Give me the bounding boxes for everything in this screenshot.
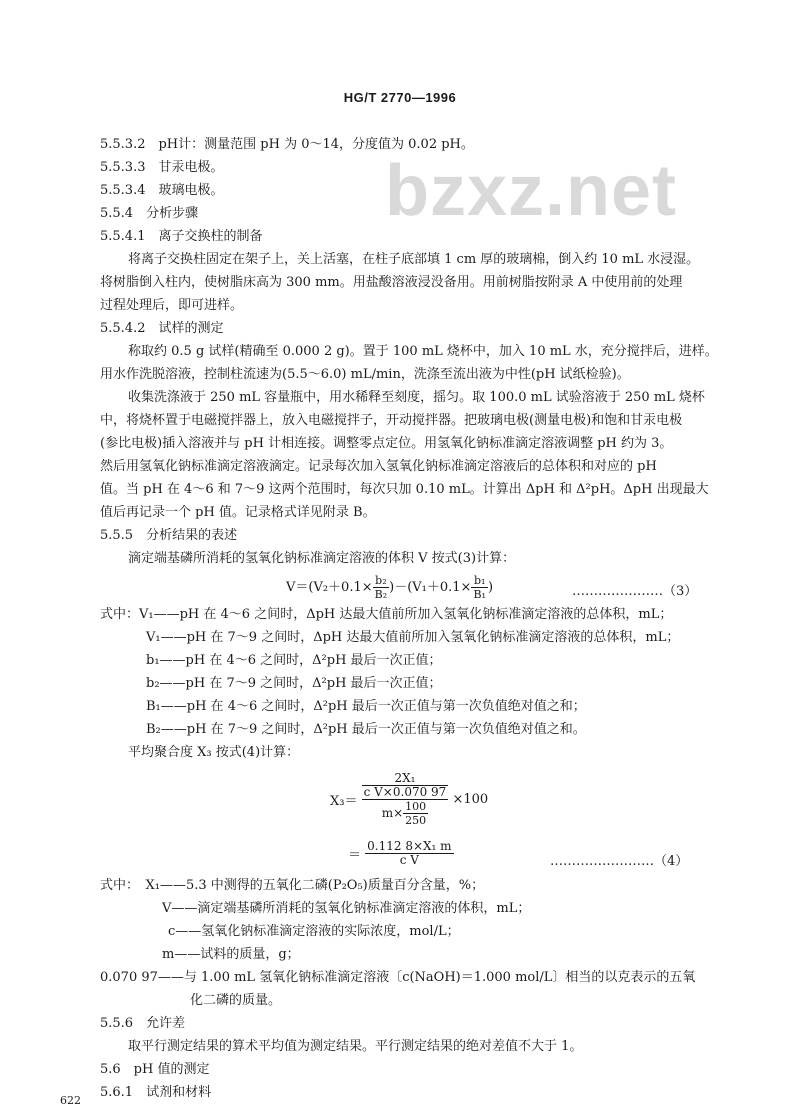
definition-symbol: m—— bbox=[162, 947, 201, 962]
definition-symbol: 式中：V₁—— bbox=[100, 607, 180, 622]
fraction-main bbox=[362, 772, 449, 827]
formula-4-lhs: X₃＝ bbox=[330, 794, 358, 809]
fraction-denominator: 250 bbox=[405, 814, 427, 827]
definition-text: pH 在 7～9 之间时，Δ²pH 最后一次正值； bbox=[185, 676, 442, 691]
clause-5-5-3-4: 5.5.3.4 玻璃电极。 bbox=[100, 183, 224, 198]
formula-3-lhs: V＝ bbox=[286, 580, 309, 595]
definition-text: pH 在 4～6 之间时，ΔpH 达最大值前所加入氢氧化钠标准滴定溶液的总体积，mL； bbox=[179, 607, 673, 622]
paragraph-line: 称取约 0.5 g 试样(精确至 0.000 2 g)。置于 100 mL 烧杯中，加入 10 mL 水，充分搅拌后，进样。 bbox=[128, 344, 718, 359]
clause-5-6-1: 5.6.1 试剂和材料 bbox=[100, 1085, 212, 1100]
definition-row bbox=[146, 675, 442, 693]
definition-symbol: B₂—— bbox=[146, 722, 187, 737]
definition-row bbox=[168, 923, 460, 941]
definition-text: pH 在 4～6 之间时，Δ²pH 最后一次正值； bbox=[185, 653, 442, 668]
clause-5-5-4-2: 5.5.4.2 试样的测定 bbox=[100, 321, 224, 336]
definition-text: pH 在 7～9 之间时，Δ²pH 最后一次正值与第一次负值绝对值之和。 bbox=[186, 722, 586, 737]
definition-symbol: B₁—— bbox=[146, 699, 187, 714]
paragraph-line: 将树脂倒入柱内，使树脂床高为 300 mm。用盐酸溶液浸没备用。用前树脂按附录 A 中使用前的处理 bbox=[100, 275, 683, 290]
fraction-denominator: c V×0.070 97 bbox=[363, 785, 447, 799]
formula-3-minus: )－(V₁＋0.1× bbox=[389, 580, 472, 595]
fraction-numerator: b₁ bbox=[471, 574, 488, 588]
definition-row bbox=[100, 969, 695, 987]
definition-symbol: 式中： X₁—— bbox=[100, 878, 186, 893]
definition-text: 试料的质量，g； bbox=[200, 947, 300, 962]
fraction-numerator: 0.112 8×X₁ m bbox=[367, 839, 452, 853]
page-number: 622 bbox=[60, 1094, 81, 1107]
equation-number-3: …………………（3） bbox=[572, 584, 698, 599]
definition-row bbox=[146, 721, 586, 739]
paragraph-line: 中，将烧杯置于电磁搅拌器上，放入电磁搅拌子，开动搅拌器。把玻璃电极(测量电极)和饱和甘汞电极 bbox=[100, 413, 683, 428]
fraction-b2-B2 bbox=[373, 574, 390, 601]
fraction-denominator: B₁ bbox=[473, 588, 486, 601]
clause-5-5-4-1: 5.5.4.1 离子交换柱的制备 bbox=[100, 229, 263, 244]
clause-5-5-6: 5.5.6 允许差 bbox=[100, 1016, 186, 1031]
paragraph-line: 滴定端基磷所消耗的氢氧化钠标准滴定溶液的体积 V 按式(3)计算： bbox=[128, 551, 516, 566]
fraction-numerator: b₂ bbox=[373, 574, 390, 588]
clause-5-5-3-2: 5.5.3.2 pH计：测量范围 pH 为 0～14，分度值为 0.02 pH。 bbox=[100, 137, 474, 152]
paragraph-line: 值后再记录一个 pH 值。记录格式详见附录 B。 bbox=[100, 505, 376, 520]
clause-5-5-5: 5.5.5 分析结果的表述 bbox=[100, 528, 238, 543]
fraction-denominator: B₂ bbox=[374, 588, 388, 601]
m-times: m× bbox=[381, 806, 404, 820]
fraction-b1-B1 bbox=[471, 574, 488, 601]
definition-row bbox=[146, 698, 586, 716]
formula-3 bbox=[286, 574, 493, 601]
definition-row bbox=[190, 992, 281, 1010]
definition-symbol: c—— bbox=[168, 924, 202, 939]
definition-row bbox=[100, 606, 672, 624]
clause-5-5-3-3: 5.5.3.3 甘汞电极。 bbox=[100, 160, 224, 175]
definition-row bbox=[162, 900, 530, 918]
formula-4-part-2 bbox=[348, 840, 454, 867]
equation-number-4: ……………………（4） bbox=[550, 854, 689, 869]
fraction-final bbox=[365, 840, 453, 867]
watermark: bzxz.net bbox=[385, 151, 678, 231]
definition-symbol: V—— bbox=[162, 901, 198, 916]
definition-row bbox=[146, 629, 679, 647]
fraction-denominator: c V bbox=[399, 853, 419, 867]
definition-text: 滴定端基磷所消耗的氢氧化钠标准滴定溶液的体积，mL； bbox=[197, 901, 531, 916]
paragraph-line: 过程处理后，即可进样。 bbox=[100, 298, 244, 313]
formula-3-close: ) bbox=[487, 580, 494, 595]
formula-4-eq: ＝ bbox=[348, 848, 362, 863]
times-100: ×100 bbox=[452, 792, 489, 807]
definition-symbol: V₁—— bbox=[146, 630, 187, 645]
definition-text: pH 在 4～6 之间时，Δ²pH 最后一次正值与第一次负值绝对值之和； bbox=[186, 699, 586, 714]
formula-3-term1: (V₂＋0.1× bbox=[308, 580, 373, 595]
paragraph-line: 收集洗涤液于 250 mL 容量瓶中，用水稀释至刻度，摇匀。取 100.0 mL 试验溶液于 250 mL 烧杯 bbox=[128, 390, 705, 405]
clause-5-6: 5.6 pH 值的测定 bbox=[100, 1062, 210, 1077]
paragraph-line: 取平行测定结果的算术平均值为测定结果。平行测定结果的绝对差值不大于 1。 bbox=[128, 1039, 583, 1054]
definition-row bbox=[100, 877, 484, 895]
paragraph-line: (参比电极)插入溶液并与 pH 计相连接。调整零点定位。用氢氧化钠标准滴定溶液调整 pH 约为 3。 bbox=[100, 436, 673, 451]
paragraph-line: 用水作洗脱溶液，控制柱流速为(5.5～6.0) mL/min，洗涤至流出液为中性(pH 试纸检验)。 bbox=[100, 367, 630, 382]
standard-header: HG/T 2770—1996 bbox=[343, 90, 457, 105]
clause-5-5-4: 5.5.4 分析步骤 bbox=[100, 206, 199, 221]
definition-symbol: 0.070 97—— bbox=[100, 970, 184, 985]
paragraph-line: 值。当 pH 在 4～6 和 7～9 这两个范围时，每次只加 0.10 mL。计算出 ΔpH 和 Δ²pH。ΔpH 出现最大 bbox=[100, 482, 709, 497]
definition-text: 氢氧化钠标准滴定溶液的实际浓度，mol/L； bbox=[201, 924, 460, 939]
formula-4-part-1 bbox=[330, 772, 488, 827]
paragraph-line: 平均聚合度 X₃ 按式(4)计算： bbox=[128, 745, 300, 760]
fraction-denominator-extra bbox=[362, 800, 449, 827]
definition-text: 化二磷的质量。 bbox=[190, 993, 282, 1008]
definition-row bbox=[146, 652, 442, 670]
paragraph-line: 然后用氢氧化钠标准滴定溶液滴定。记录每次加入氢氧化钠标准滴定溶液后的总体积和对应的 pH bbox=[100, 459, 657, 474]
definition-symbol: b₂—— bbox=[146, 676, 186, 691]
definition-text: pH 在 7～9 之间时，ΔpH 达最大值前所加入氢氧化钠标准滴定溶液的总体积，mL； bbox=[186, 630, 680, 645]
definition-text: 5.3 中测得的五氧化二磷(P₂O₅)质量百分含量，%； bbox=[185, 878, 485, 893]
definition-symbol: b₁—— bbox=[146, 653, 186, 668]
fraction-numerator: 100 bbox=[405, 800, 427, 813]
paragraph-line: 将离子交换柱固定在架子上，关上活塞，在柱子底部填 1 cm 厚的玻璃棉，倒入约 10 mL 水浸湿。 bbox=[128, 252, 700, 267]
definition-text: 与 1.00 mL 氢氧化钠标准滴定溶液〔c(NaOH)＝1.000 mol/L〕相当的以克表示的五氧 bbox=[183, 970, 696, 985]
fraction-100-250 bbox=[403, 800, 428, 827]
definition-row bbox=[162, 946, 300, 964]
fraction-numerator: 2X₁ bbox=[362, 772, 449, 786]
